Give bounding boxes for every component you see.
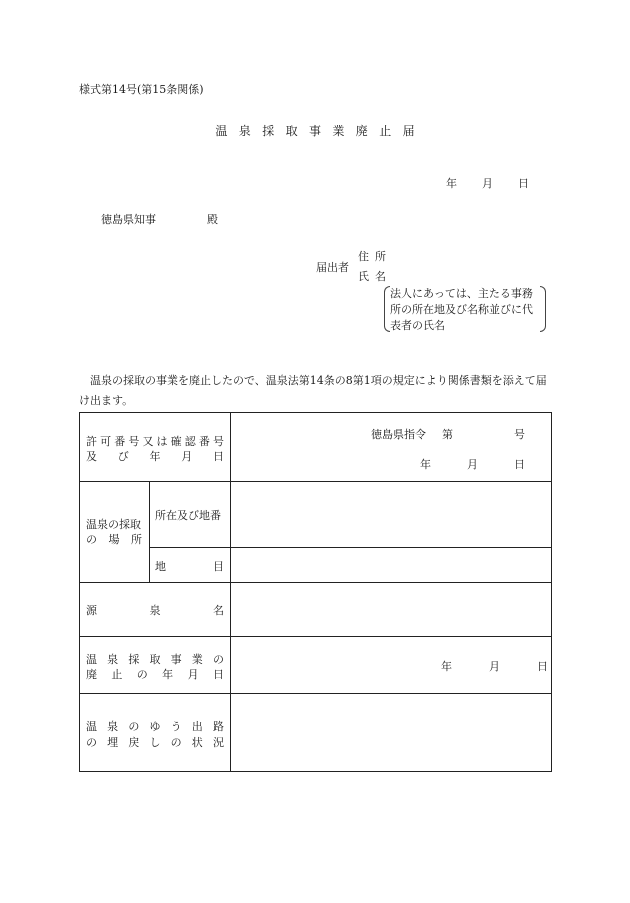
- permit-day: 日: [514, 458, 525, 471]
- label-char: 及: [86, 450, 97, 463]
- label-char: し: [149, 736, 161, 749]
- label-char: の: [212, 653, 224, 666]
- label-char: 可: [100, 435, 112, 448]
- label-char: 地: [155, 560, 166, 573]
- label-char: の: [86, 533, 97, 546]
- location-address-label: 所在及び地番: [155, 509, 221, 522]
- label-char: 場: [108, 533, 120, 546]
- abolition-month: 月: [489, 660, 500, 673]
- label-char: 日: [213, 450, 224, 463]
- label-char: 名: [213, 604, 224, 617]
- label-char: 温: [86, 720, 97, 733]
- abolition-year: 年: [441, 660, 452, 673]
- label-char: 出: [191, 720, 203, 733]
- date-day: 日: [518, 177, 529, 190]
- applicant-address-label: 住所: [358, 250, 393, 263]
- label-char: 認: [184, 435, 196, 448]
- label-char: 目: [213, 560, 224, 573]
- source-name-label: [86, 602, 224, 618]
- label-char: 又: [142, 435, 154, 448]
- location-label-line1: 温泉の採取: [86, 518, 141, 531]
- label-char: 事: [170, 653, 182, 666]
- form-table: [79, 412, 552, 772]
- label-char: う: [170, 720, 182, 733]
- label-char: の: [136, 668, 148, 681]
- permit-value-prefix: 徳島県指令: [371, 428, 426, 441]
- outlet-label-line1: [86, 718, 224, 734]
- label-char: 月: [181, 450, 193, 463]
- applicant-label: 届出者: [316, 261, 349, 274]
- document-title: 温泉採取事業廃止届: [215, 124, 426, 138]
- permit-value-field[interactable]: [231, 413, 551, 481]
- location-land-field[interactable]: [231, 548, 551, 582]
- label-char: 路: [212, 720, 224, 733]
- abolition-label-line1: [86, 651, 224, 667]
- label-char: 戻: [128, 736, 140, 749]
- label-char: の: [128, 720, 140, 733]
- addressee-name: 徳島県知事: [101, 213, 156, 226]
- table-divider-location: [149, 481, 150, 582]
- date-month: 月: [482, 177, 493, 190]
- label-char: 所: [131, 533, 142, 546]
- label-char: 廃: [86, 668, 97, 681]
- label-char: 業: [191, 653, 203, 666]
- label-char: 取: [149, 653, 161, 666]
- permit-label-line2: [86, 448, 224, 464]
- outlet-status-field[interactable]: [231, 694, 551, 771]
- location-address-field[interactable]: [231, 482, 551, 547]
- location-land-label: [155, 558, 224, 574]
- label-char: 許: [86, 435, 97, 448]
- permit-label-line1: [86, 433, 224, 449]
- label-char: 況: [212, 736, 224, 749]
- applicant-name-label: 氏名: [358, 270, 393, 283]
- applicant-note: 法人にあっては、主たる事務所の所在地及び名称並びに代表者の氏名: [390, 287, 533, 332]
- label-char: は: [156, 435, 168, 448]
- label-char: 採: [128, 653, 140, 666]
- abolition-date-field[interactable]: [231, 637, 551, 693]
- label-char: 年: [149, 450, 161, 463]
- label-char: 止: [111, 668, 123, 681]
- label-char: 月: [187, 668, 199, 681]
- permit-year: 年: [420, 458, 431, 471]
- date-year: 年: [446, 177, 457, 190]
- form-number: 様式第14号(第15条関係): [79, 83, 204, 96]
- permit-value-dai: 第: [442, 428, 453, 441]
- label-char: 泉: [149, 604, 161, 617]
- abolition-label-line2: [86, 666, 224, 682]
- label-char: の: [170, 736, 182, 749]
- label-char: 温: [86, 653, 97, 666]
- label-char: 年: [162, 668, 174, 681]
- label-char: 確: [170, 435, 182, 448]
- label-char: 番: [114, 435, 126, 448]
- source-name-field[interactable]: [231, 583, 551, 636]
- label-char: 号: [128, 435, 140, 448]
- label-char: 号: [212, 435, 224, 448]
- label-char: 源: [86, 604, 97, 617]
- outlet-label-line2: [86, 734, 224, 750]
- label-char: 番: [198, 435, 210, 448]
- label-char: 状: [191, 736, 203, 749]
- label-char: 泉: [107, 720, 119, 733]
- label-char: 埋: [107, 736, 119, 749]
- permit-month: 月: [467, 458, 478, 471]
- note-bracket-right: [540, 286, 546, 332]
- location-label-line2: [86, 531, 142, 547]
- permit-value-go: 号: [514, 428, 525, 441]
- label-char: ゆ: [149, 720, 161, 733]
- label-char: び: [117, 450, 129, 463]
- label-char: 泉: [107, 653, 119, 666]
- label-char: の: [86, 736, 97, 749]
- abolition-day: 日: [537, 660, 548, 673]
- addressee-suffix: 殿: [207, 213, 218, 226]
- body-text: 温泉の採取の事業を廃止したので、温泉法第14条の8第1項の規定により関係書類を添えて届け出ます。: [79, 374, 547, 407]
- label-char: 日: [212, 668, 224, 681]
